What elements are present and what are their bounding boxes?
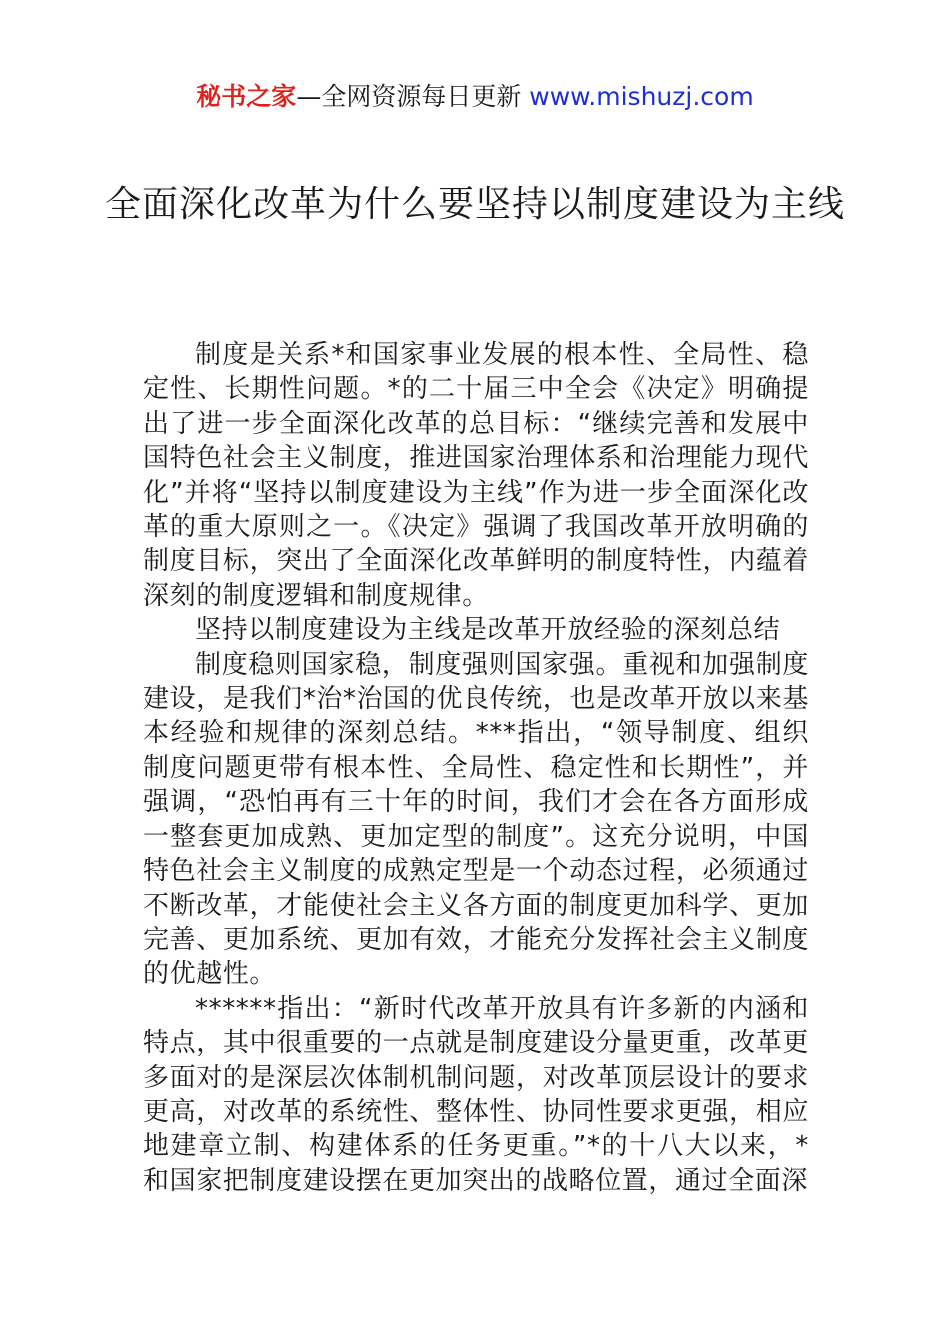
section-heading: 坚持以制度建设为主线是改革开放经验的深刻总结 xyxy=(195,615,781,646)
site-url-link[interactable]: www.mishuzj.com xyxy=(529,82,754,111)
document-title: 全面深化改革为什么要坚持以制度建设为主线 xyxy=(104,184,845,225)
paragraph-intro: 制度是关系*和国家事业发展的根本性、全局性、稳定性、长期性问题。*的二十届三中全会《决定》明确提出了进一步全面深化改革的总目标：“继续完善和发展中国特色社会主义制度，推进国家治理体系和治理能力现代化”并将“坚持以制度建设为主线”作为进一步全面深化改革的重大原则之一。《决定》强调了我国改革开放明确的制度目标，突出了全面深化改革鲜明的制度特性，内蕴着深刻的制度逻辑和制度规律。 xyxy=(143,340,809,611)
site-brand: 秘书之家 xyxy=(196,82,297,111)
site-tagline: —全网资源每日更新 xyxy=(296,82,530,111)
paragraph-system-stability: 制度稳则国家稳，制度强则国家强。重视和加强制度建设，是我们*治*治国的优良传统，也是改革开放以来基本经验和规律的深刻总结。***指出，“领导制度、组织制度问题更带有根本性、全局性、稳定性和长期性”，并强调，“恐怕再有三十年的时间，我们才会在各方面形成一整套更加成熟、更加定型的制度”。这充分说明，中国特色社会主义制度的成熟定型是一个动态过程，必须通过不断改革，才能使社会主义各方面的制度更加科学、更加完善、更加系统、更加有效，才能充分发挥社会主义制度的优越性。 xyxy=(143,649,809,990)
paragraph-new-era-reform: ******指出：“新时代改革开放具有许多新的内涵和特点，其中很重要的一点就是制度建设分量更重，改革更多面对的是深层次体制机制问题，对改革顶层设计的要求更高，对改革的系统性、整体性、协同性要求更强，相应地建章立制、构建体系的任务更重。”*的十八大以来，*和国家把制度建设摆在更加突出的战略位置，通过全面深 xyxy=(143,993,809,1196)
document-body xyxy=(143,338,809,1198)
site-header xyxy=(0,80,950,114)
